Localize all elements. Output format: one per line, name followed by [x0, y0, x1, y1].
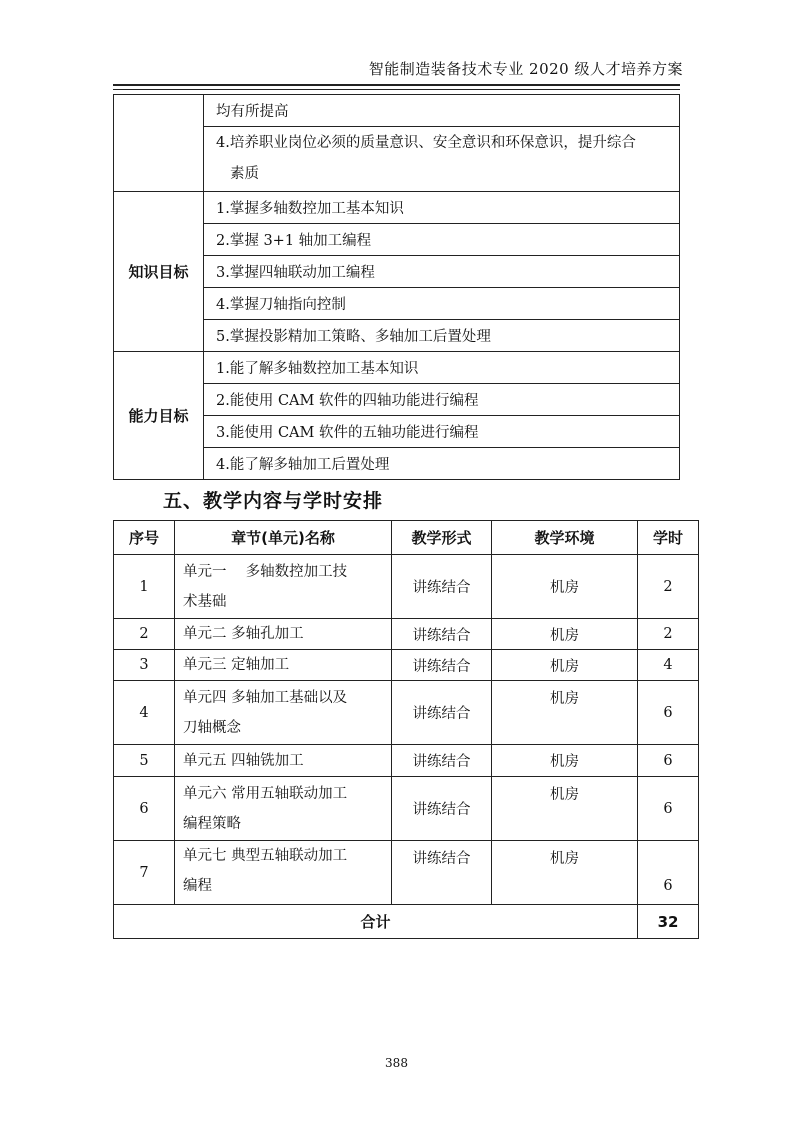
- row-no: 5: [114, 745, 175, 777]
- row-environment: 机房: [492, 650, 638, 681]
- row-environment: 机房: [492, 745, 638, 777]
- row-chapter: [175, 777, 392, 841]
- page-number: 388: [385, 1056, 408, 1070]
- ability-goal-item: 3.能使用 CAM 软件的五轴功能进行编程: [204, 416, 680, 448]
- goals-item: 均有所提高: [204, 95, 680, 127]
- row-no: 1: [114, 555, 175, 619]
- knowledge-goal-item: 4.掌握刀轴指向控制: [204, 288, 680, 320]
- course-goals-table: [113, 94, 680, 480]
- row-form: 讲练结合: [392, 681, 492, 745]
- row-environment: 机房: [492, 777, 638, 841]
- row-no: 6: [114, 777, 175, 841]
- ability-goal-item: 4.能了解多轴加工后置处理: [204, 448, 680, 480]
- row-chapter-line: 编程: [183, 878, 212, 894]
- knowledge-goals-label: 知识目标: [114, 192, 204, 352]
- row-chapter-line: 单元六 常用五轴联动加工: [183, 785, 348, 802]
- row-chapter-line: 术基础: [183, 593, 227, 610]
- header-rule-thin: [113, 89, 680, 90]
- header-hours: 学时: [638, 521, 699, 555]
- row-hours: 2: [638, 619, 699, 650]
- table-row: [114, 619, 699, 650]
- row-hours: 6: [638, 745, 699, 777]
- section-title: 五、教学内容与学时安排: [163, 490, 384, 512]
- row-chapter-line: 单元七 典型五轴联动加工: [183, 848, 348, 864]
- row-chapter-line: 单元一 多轴数控加工技: [183, 563, 348, 580]
- row-chapter: [175, 841, 392, 905]
- row-environment: 机房: [492, 681, 638, 745]
- row-chapter-line: 单元四 多轴加工基础以及: [183, 689, 348, 706]
- table-header-row: [114, 521, 699, 555]
- header-environment: 教学环境: [492, 521, 638, 555]
- row-chapter: [175, 555, 392, 619]
- row-environment: 机房: [492, 619, 638, 650]
- row-form: 讲练结合: [392, 555, 492, 619]
- row-environment: 机房: [492, 841, 638, 905]
- header-rule-thick: [113, 84, 680, 86]
- row-form: 讲练结合: [392, 841, 492, 905]
- table-row: [114, 650, 699, 681]
- row-hours: 6: [638, 681, 699, 745]
- knowledge-goal-item: 5.掌握投影精加工策略、多轴加工后置处理: [204, 320, 680, 352]
- table-row: [114, 841, 699, 905]
- teaching-schedule-table: [113, 520, 699, 939]
- row-chapter: 单元五 四轴铣加工: [175, 745, 392, 777]
- row-hours: 2: [638, 555, 699, 619]
- knowledge-goal-item: 3.掌握四轴联动加工编程: [204, 256, 680, 288]
- ability-goal-item: 2.能使用 CAM 软件的四轴功能进行编程: [204, 384, 680, 416]
- knowledge-goal-item: 2.掌握 3+1 轴加工编程: [204, 224, 680, 256]
- row-hours: 6: [638, 841, 699, 905]
- row-form: 讲练结合: [392, 745, 492, 777]
- row-hours: 4: [638, 650, 699, 681]
- table-row: [114, 681, 699, 745]
- total-hours: 32: [638, 905, 699, 939]
- row-environment: 机房: [492, 555, 638, 619]
- row-no: 3: [114, 650, 175, 681]
- row-no: 4: [114, 681, 175, 745]
- goals-category-empty: [114, 95, 204, 192]
- row-no: 7: [114, 841, 175, 905]
- total-label: 合计: [114, 905, 638, 939]
- row-form: 讲练结合: [392, 777, 492, 841]
- header-no: 序号: [114, 521, 175, 555]
- header-chapter: 章节(单元)名称: [175, 521, 392, 555]
- row-form: 讲练结合: [392, 619, 492, 650]
- row-hours: 6: [638, 777, 699, 841]
- row-chapter-line: 编程策略: [183, 815, 241, 832]
- row-no: 2: [114, 619, 175, 650]
- table-total-row: [114, 905, 699, 939]
- goals-item-line: 4.培养职业岗位必须的质量意识、安全意识和环保意识，提升综合: [216, 135, 636, 151]
- row-chapter: [175, 681, 392, 745]
- row-chapter: 单元三 定轴加工: [175, 650, 392, 681]
- ability-goals-label: 能力目标: [114, 352, 204, 480]
- header-form: 教学形式: [392, 521, 492, 555]
- goals-item-line: 素质: [230, 166, 259, 182]
- knowledge-goal-item: 1.掌握多轴数控加工基本知识: [204, 192, 680, 224]
- document-header-title: 智能制造装备技术专业 2020 级人才培养方案: [368, 60, 683, 78]
- row-chapter-line: 刀轴概念: [183, 719, 241, 736]
- row-chapter: 单元二 多轴孔加工: [175, 619, 392, 650]
- table-row: [114, 777, 699, 841]
- table-row: [114, 745, 699, 777]
- row-form: 讲练结合: [392, 650, 492, 681]
- table-row: [114, 555, 699, 619]
- goals-item: [204, 127, 680, 192]
- ability-goal-item: 1.能了解多轴数控加工基本知识: [204, 352, 680, 384]
